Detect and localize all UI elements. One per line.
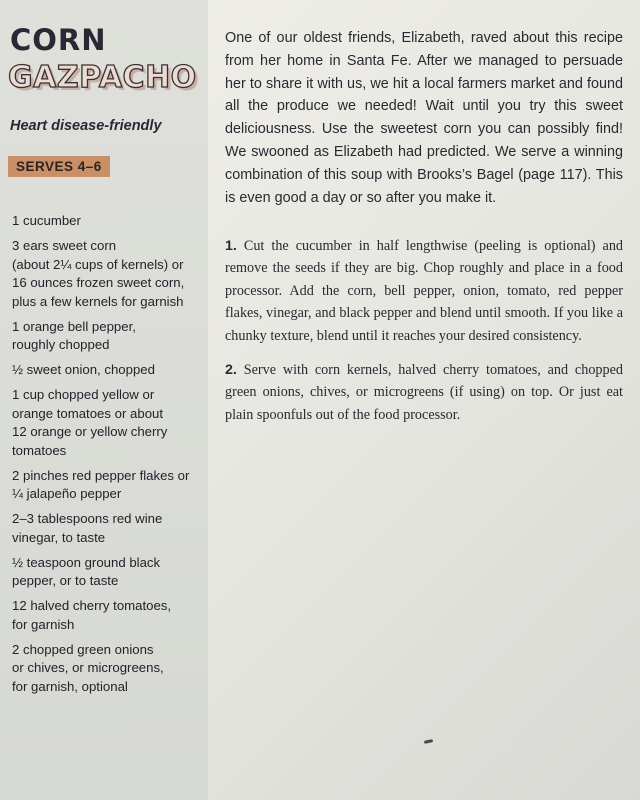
- ingredient-item: 1 cucumber: [12, 213, 81, 228]
- step-text: Cut the cucumber in half lengthwise (peeling is optional) and remove the seeds if they are big. Chop roughly and place in a food processor. Add the corn, bell pepper, onion, tomato, red pepper flakes, vinegar, and black pepper and blend until smooth. If you like a chunky texture, blend until it reaches your desired consistency.: [225, 238, 624, 344]
- ingredient-item: 2 chopped green onions or chives, or microgreens, for garnish, optional: [12, 641, 164, 694]
- ingredient-item: ½ sweet onion, chopped: [12, 362, 155, 377]
- step-item: [225, 359, 623, 426]
- step-item: [225, 235, 623, 347]
- ingredients-sidebar: [0, 0, 208, 800]
- ingredient-item: 1 cup chopped yellow or orange tomatoes or about 12 orange or yellow cherry tomatoes: [12, 387, 168, 458]
- step-number: 1.: [225, 238, 237, 254]
- ingredient-item: 2 pinches red pepper flakes or ¼ jalapeño pepper: [12, 467, 190, 501]
- recipe-intro: One of our oldest friends, Elizabeth, raved about this recipe from her home in Santa Fe. After we managed to persuade her to share it with us, we hit a local farmers market and found all the produce we needed! Wait until you try this sweet deliciousness. Use the sweetest corn you can possibly find! We swooned as Elizabeth had predicted. We serve a winning combination of this soup with Brooks’s Bagel (page 117). This is even good a day or so after you make it.: [225, 30, 623, 206]
- serves-badge: SERVES 4–6: [8, 156, 110, 177]
- ingredient-item: 3 ears sweet corn (about 2¼ cups of kernels) or 16 ounces frozen sweet corn, plus a few kernels for garnish: [12, 238, 185, 309]
- ingredient-list: [12, 212, 206, 703]
- ingredient-item: 12 halved cherry tomatoes, for garnish: [12, 598, 172, 632]
- recipe-subtitle: Heart disease-friendly: [10, 118, 162, 134]
- step-number: 2.: [225, 362, 237, 379]
- ingredient-item: ½ teaspoon ground black pepper, or to taste: [12, 554, 161, 588]
- pencil-mark: [424, 739, 433, 744]
- step-list: [225, 235, 623, 438]
- step-text: Serve with corn kernels, halved cherry tomatoes, and chopped green onions, chives, or microgreens (if using) on top. Or just eat plain spoonfuls out of the food processor.: [225, 362, 623, 423]
- recipe-title-line2: GAZPACHO: [8, 60, 197, 95]
- ingredient-item: 1 orange bell pepper, roughly chopped: [12, 318, 136, 352]
- recipe-main: [208, 0, 640, 800]
- recipe-title-line1: CORN: [10, 23, 107, 57]
- ingredient-item: 2–3 tablespoons red wine vinegar, to taste: [12, 511, 163, 545]
